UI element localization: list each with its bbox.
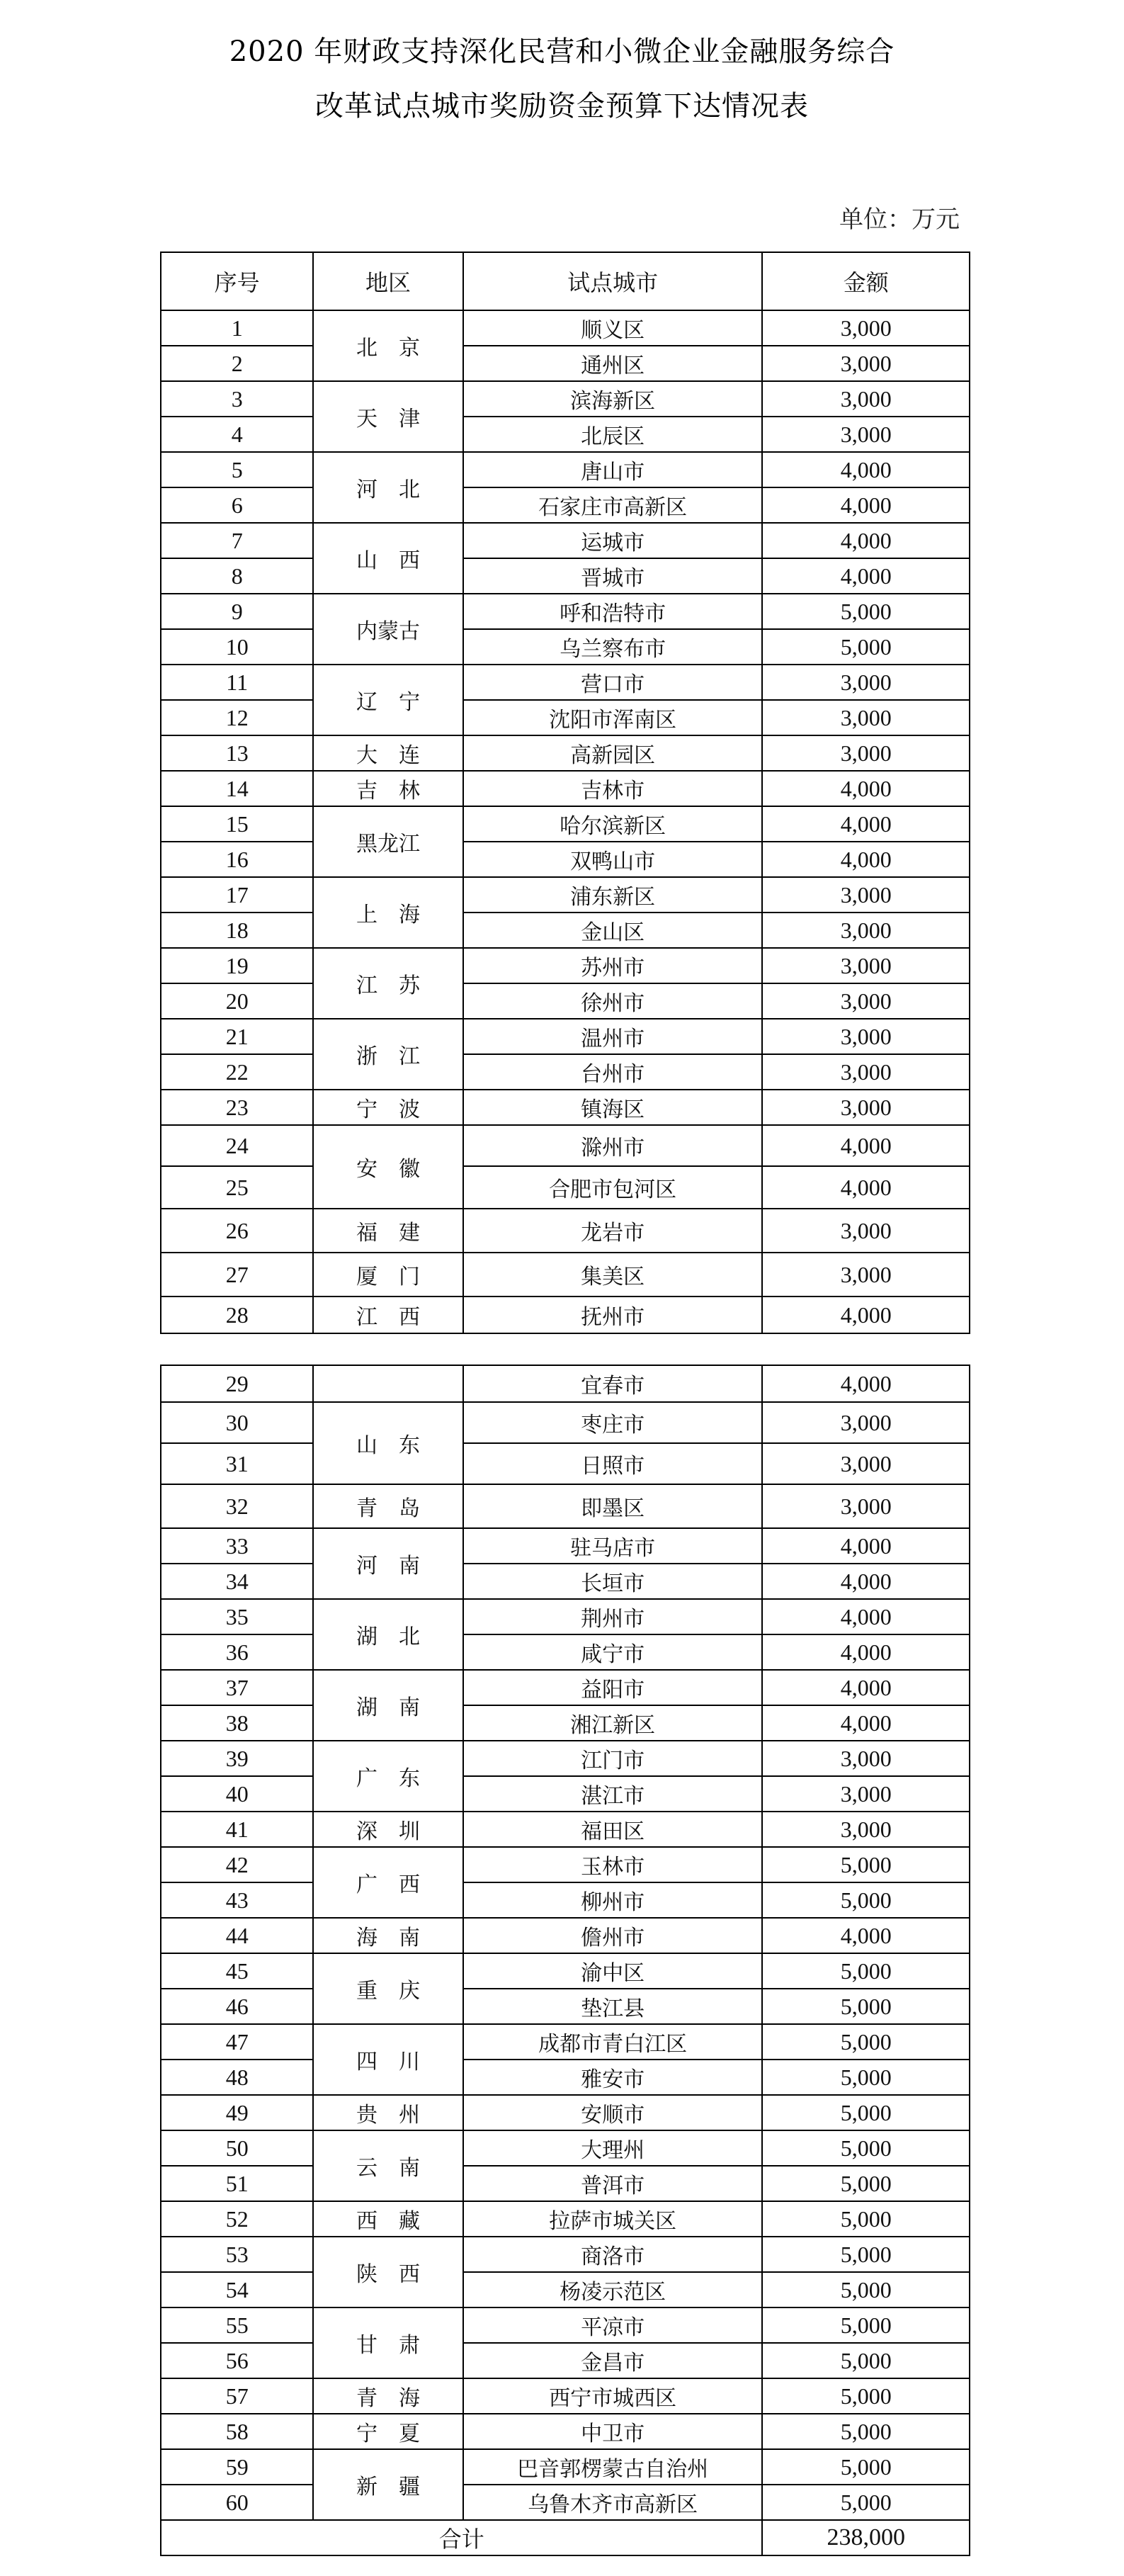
table-row — [161, 1297, 970, 1333]
serial-number-cell: 31 — [161, 1443, 313, 1484]
region-cell: 陕 西 — [313, 2237, 462, 2307]
table-row — [161, 665, 970, 700]
table-row — [161, 1953, 970, 1989]
amount-cell: 3,000 — [762, 1090, 970, 1125]
table-row — [161, 842, 970, 877]
table-row — [161, 1705, 970, 1741]
serial-number-cell: 58 — [161, 2414, 313, 2449]
pilot-city-cell: 枣庄市 — [463, 1402, 763, 1443]
serial-number-cell: 43 — [161, 1882, 313, 1918]
region-cell: 大 连 — [313, 735, 462, 771]
amount-cell: 4,000 — [762, 1670, 970, 1705]
amount-cell: 4,000 — [762, 558, 970, 594]
region-cell: 深 圳 — [313, 1812, 462, 1847]
amount-cell: 5,000 — [762, 2414, 970, 2449]
region-cell: 江 西 — [313, 1297, 462, 1333]
pilot-city-cell: 抚州市 — [463, 1297, 763, 1333]
serial-number-cell: 22 — [161, 1054, 313, 1090]
pilot-city-cell: 乌鲁木齐市高新区 — [463, 2485, 763, 2520]
region-cell: 重 庆 — [313, 1953, 462, 2024]
amount-cell: 5,000 — [762, 2060, 970, 2095]
table-row — [161, 1125, 970, 1166]
amount-cell: 4,000 — [762, 1599, 970, 1634]
pilot-city-cell: 浦东新区 — [463, 877, 763, 913]
serial-number-cell: 37 — [161, 1670, 313, 1705]
region-cell: 厦 门 — [313, 1253, 462, 1297]
amount-cell: 4,000 — [762, 842, 970, 877]
amount-cell: 4,000 — [762, 1918, 970, 1953]
table-row — [161, 1166, 970, 1209]
table-row — [161, 1209, 970, 1253]
pilot-city-cell: 垫江县 — [463, 1989, 763, 2024]
table-row — [161, 1402, 970, 1443]
pilot-city-cell: 驻马店市 — [463, 1528, 763, 1564]
unit-label: 单位：万元 — [839, 205, 960, 234]
region-cell: 黑龙江 — [313, 806, 462, 877]
table-row — [161, 558, 970, 594]
pilot-city-cell: 滨海新区 — [463, 381, 763, 417]
document-title-line-1: 2020 年财政支持深化民营和小微企业金融服务综合 — [229, 35, 895, 68]
serial-number-cell: 50 — [161, 2130, 313, 2166]
region-cell: 海 南 — [313, 1918, 462, 1953]
table-row — [161, 346, 970, 381]
header-serial-number: 序号 — [161, 252, 313, 310]
table-row — [161, 1564, 970, 1599]
amount-cell: 3,000 — [762, 735, 970, 771]
serial-number-cell: 55 — [161, 2307, 313, 2343]
pilot-city-cell: 双鸭山市 — [463, 842, 763, 877]
serial-number-cell: 6 — [161, 487, 313, 523]
amount-cell: 4,000 — [762, 1705, 970, 1741]
table-row — [161, 1599, 970, 1634]
table-row — [161, 381, 970, 417]
pilot-city-cell: 龙岩市 — [463, 1209, 763, 1253]
amount-cell: 5,000 — [762, 2485, 970, 2520]
serial-number-cell: 3 — [161, 381, 313, 417]
pilot-city-cell: 徐州市 — [463, 983, 763, 1019]
amount-cell: 3,000 — [762, 1402, 970, 1443]
amount-cell: 3,000 — [762, 983, 970, 1019]
pilot-city-cell: 雅安市 — [463, 2060, 763, 2095]
table-row — [161, 1812, 970, 1847]
pilot-city-cell: 石家庄市高新区 — [463, 487, 763, 523]
serial-number-cell: 7 — [161, 523, 313, 558]
table-row — [161, 594, 970, 629]
serial-number-cell: 12 — [161, 700, 313, 735]
table-row — [161, 452, 970, 487]
amount-cell: 3,000 — [762, 948, 970, 983]
amount-cell: 5,000 — [762, 2024, 970, 2060]
serial-number-cell: 33 — [161, 1528, 313, 1564]
pilot-city-cell: 苏州市 — [463, 948, 763, 983]
serial-number-cell: 2 — [161, 346, 313, 381]
serial-number-cell: 14 — [161, 771, 313, 806]
pilot-city-cell: 沈阳市浑南区 — [463, 700, 763, 735]
table-row — [161, 2343, 970, 2378]
serial-number-cell: 1 — [161, 310, 313, 346]
pilot-city-cell: 晋城市 — [463, 558, 763, 594]
table-row — [161, 948, 970, 983]
amount-cell: 4,000 — [762, 487, 970, 523]
serial-number-cell: 17 — [161, 877, 313, 913]
table-row — [161, 2237, 970, 2272]
pilot-city-cell: 杨凌示范区 — [463, 2272, 763, 2307]
pilot-city-cell: 通州区 — [463, 346, 763, 381]
serial-number-cell: 40 — [161, 1776, 313, 1812]
amount-cell: 4,000 — [762, 771, 970, 806]
serial-number-cell: 30 — [161, 1402, 313, 1443]
region-cell: 内蒙古 — [313, 594, 462, 665]
region-cell: 浙 江 — [313, 1019, 462, 1090]
serial-number-cell: 29 — [161, 1365, 313, 1402]
table-row — [161, 2378, 970, 2414]
region-cell: 西 藏 — [313, 2201, 462, 2237]
serial-number-cell: 8 — [161, 558, 313, 594]
table-row — [161, 2485, 970, 2520]
amount-cell: 3,000 — [762, 381, 970, 417]
serial-number-cell: 52 — [161, 2201, 313, 2237]
amount-cell: 5,000 — [762, 1847, 970, 1882]
serial-number-cell: 41 — [161, 1812, 313, 1847]
table-row — [161, 913, 970, 948]
region-cell: 江 苏 — [313, 948, 462, 1019]
pilot-city-cell: 金昌市 — [463, 2343, 763, 2378]
serial-number-cell: 32 — [161, 1484, 313, 1528]
table-row — [161, 2449, 970, 2485]
pilot-city-cell: 温州市 — [463, 1019, 763, 1054]
table-row — [161, 700, 970, 735]
pilot-city-cell: 福田区 — [463, 1812, 763, 1847]
table-row — [161, 2060, 970, 2095]
amount-cell: 3,000 — [762, 1812, 970, 1847]
pilot-city-cell: 商洛市 — [463, 2237, 763, 2272]
table-row — [161, 2130, 970, 2166]
amount-cell: 3,000 — [762, 700, 970, 735]
amount-cell: 3,000 — [762, 1019, 970, 1054]
amount-cell: 5,000 — [762, 2095, 970, 2130]
region-cell: 福 建 — [313, 1209, 462, 1253]
region-cell: 吉 林 — [313, 771, 462, 806]
pilot-city-cell: 儋州市 — [463, 1918, 763, 1953]
amount-cell: 4,000 — [762, 1634, 970, 1670]
serial-number-cell: 54 — [161, 2272, 313, 2307]
serial-number-cell: 21 — [161, 1019, 313, 1054]
pilot-city-cell: 北辰区 — [463, 417, 763, 452]
amount-cell: 3,000 — [762, 1776, 970, 1812]
table-row — [161, 877, 970, 913]
pilot-city-cell: 集美区 — [463, 1253, 763, 1297]
region-cell: 河 北 — [313, 452, 462, 523]
amount-cell: 5,000 — [762, 2378, 970, 2414]
pilot-city-cell: 巴音郭楞蒙古自治州 — [463, 2449, 763, 2485]
region-cell: 宁 夏 — [313, 2414, 462, 2449]
pilot-city-cell: 湘江新区 — [463, 1705, 763, 1741]
pilot-city-cell: 吉林市 — [463, 771, 763, 806]
document-title-line-2: 改革试点城市奖励资金预算下达情况表 — [315, 90, 809, 123]
pilot-city-cell: 平凉市 — [463, 2307, 763, 2343]
pilot-city-cell: 台州市 — [463, 1054, 763, 1090]
amount-cell: 4,000 — [762, 1297, 970, 1333]
amount-cell: 3,000 — [762, 310, 970, 346]
amount-cell: 3,000 — [762, 913, 970, 948]
table-row — [161, 2166, 970, 2201]
region-cell: 山 东 — [313, 1402, 462, 1484]
serial-number-cell: 48 — [161, 2060, 313, 2095]
region-cell: 山 西 — [313, 523, 462, 594]
pilot-city-cell: 荆州市 — [463, 1599, 763, 1634]
serial-number-cell: 27 — [161, 1253, 313, 1297]
pilot-city-cell: 渝中区 — [463, 1953, 763, 1989]
pilot-city-cell: 宜春市 — [463, 1365, 763, 1402]
region-cell: 青 海 — [313, 2378, 462, 2414]
table-row — [161, 771, 970, 806]
serial-number-cell: 13 — [161, 735, 313, 771]
table-row — [161, 2414, 970, 2449]
serial-number-cell: 4 — [161, 417, 313, 452]
table-row — [161, 1634, 970, 1670]
table-row — [161, 310, 970, 346]
pilot-city-cell: 江门市 — [463, 1741, 763, 1776]
pilot-city-cell: 呼和浩特市 — [463, 594, 763, 629]
region-cell: 新 疆 — [313, 2449, 462, 2520]
table-row — [161, 1918, 970, 1953]
pilot-city-cell: 滁州市 — [463, 1125, 763, 1166]
region-cell — [313, 1365, 462, 1402]
serial-number-cell: 10 — [161, 629, 313, 665]
table-row — [161, 1847, 970, 1882]
pilot-city-cell: 长垣市 — [463, 1564, 763, 1599]
pilot-city-cell: 拉萨市城关区 — [463, 2201, 763, 2237]
table-row — [161, 417, 970, 452]
amount-cell: 4,000 — [762, 1564, 970, 1599]
serial-number-cell: 36 — [161, 1634, 313, 1670]
amount-cell: 4,000 — [762, 806, 970, 842]
table-row — [161, 523, 970, 558]
pilot-city-cell: 镇海区 — [463, 1090, 763, 1125]
serial-number-cell: 49 — [161, 2095, 313, 2130]
serial-number-cell: 26 — [161, 1209, 313, 1253]
table-row — [161, 806, 970, 842]
allocation-table-part-1 — [160, 252, 970, 1334]
serial-number-cell: 46 — [161, 1989, 313, 2024]
amount-cell: 4,000 — [762, 1365, 970, 1402]
serial-number-cell: 11 — [161, 665, 313, 700]
pilot-city-cell: 柳州市 — [463, 1882, 763, 1918]
serial-number-cell: 42 — [161, 1847, 313, 1882]
table-row — [161, 1484, 970, 1528]
region-cell: 广 东 — [313, 1741, 462, 1812]
amount-cell: 5,000 — [762, 2237, 970, 2272]
serial-number-cell: 51 — [161, 2166, 313, 2201]
serial-number-cell: 23 — [161, 1090, 313, 1125]
serial-number-cell: 60 — [161, 2485, 313, 2520]
serial-number-cell: 44 — [161, 1918, 313, 1953]
serial-number-cell: 34 — [161, 1564, 313, 1599]
amount-cell: 3,000 — [762, 1741, 970, 1776]
serial-number-cell: 53 — [161, 2237, 313, 2272]
amount-cell: 5,000 — [762, 2130, 970, 2166]
pilot-city-cell: 安顺市 — [463, 2095, 763, 2130]
amount-cell: 5,000 — [762, 2343, 970, 2378]
region-cell: 湖 北 — [313, 1599, 462, 1670]
amount-cell: 3,000 — [762, 1253, 970, 1297]
pilot-city-cell: 日照市 — [463, 1443, 763, 1484]
amount-cell: 5,000 — [762, 2201, 970, 2237]
table-row — [161, 1670, 970, 1705]
amount-cell: 3,000 — [762, 417, 970, 452]
amount-cell: 3,000 — [762, 877, 970, 913]
pilot-city-cell: 运城市 — [463, 523, 763, 558]
serial-number-cell: 18 — [161, 913, 313, 948]
serial-number-cell: 45 — [161, 1953, 313, 1989]
serial-number-cell: 24 — [161, 1125, 313, 1166]
amount-cell: 5,000 — [762, 1953, 970, 1989]
table-row — [161, 2307, 970, 2343]
serial-number-cell: 56 — [161, 2343, 313, 2378]
pilot-city-cell: 即墨区 — [463, 1484, 763, 1528]
total-value: 238,000 — [762, 2520, 970, 2555]
amount-cell: 4,000 — [762, 1166, 970, 1209]
amount-cell: 5,000 — [762, 2166, 970, 2201]
table-row — [161, 1989, 970, 2024]
pilot-city-cell: 唐山市 — [463, 452, 763, 487]
region-cell: 辽 宁 — [313, 665, 462, 735]
amount-cell: 4,000 — [762, 1528, 970, 1564]
total-label: 合计 — [161, 2520, 762, 2555]
serial-number-cell: 59 — [161, 2449, 313, 2485]
pilot-city-cell: 合肥市包河区 — [463, 1166, 763, 1209]
table-row — [161, 1741, 970, 1776]
amount-cell: 5,000 — [762, 2449, 970, 2485]
table-row — [161, 1776, 970, 1812]
table-row — [161, 2201, 970, 2237]
table-row — [161, 1090, 970, 1125]
amount-cell: 5,000 — [762, 629, 970, 665]
amount-cell: 3,000 — [762, 346, 970, 381]
amount-cell: 3,000 — [762, 1209, 970, 1253]
serial-number-cell: 47 — [161, 2024, 313, 2060]
pilot-city-cell: 益阳市 — [463, 1670, 763, 1705]
serial-number-cell: 5 — [161, 452, 313, 487]
region-cell: 贵 州 — [313, 2095, 462, 2130]
pilot-city-cell: 大理州 — [463, 2130, 763, 2166]
header-amount: 金额 — [762, 252, 970, 310]
serial-number-cell: 19 — [161, 948, 313, 983]
amount-cell: 4,000 — [762, 523, 970, 558]
serial-number-cell: 25 — [161, 1166, 313, 1209]
serial-number-cell: 9 — [161, 594, 313, 629]
amount-cell: 4,000 — [762, 1125, 970, 1166]
serial-number-cell: 16 — [161, 842, 313, 877]
amount-cell: 3,000 — [762, 1054, 970, 1090]
region-cell: 宁 波 — [313, 1090, 462, 1125]
pilot-city-cell: 湛江市 — [463, 1776, 763, 1812]
amount-cell: 3,000 — [762, 665, 970, 700]
serial-number-cell: 39 — [161, 1741, 313, 1776]
region-cell: 甘 肃 — [313, 2307, 462, 2378]
amount-cell: 5,000 — [762, 594, 970, 629]
table-row — [161, 735, 970, 771]
table-row — [161, 2272, 970, 2307]
table-row — [161, 1443, 970, 1484]
serial-number-cell: 35 — [161, 1599, 313, 1634]
table-row — [161, 1528, 970, 1564]
total-row — [161, 2520, 970, 2555]
region-cell: 四 川 — [313, 2024, 462, 2095]
pilot-city-cell: 西宁市城西区 — [463, 2378, 763, 2414]
pilot-city-cell: 顺义区 — [463, 310, 763, 346]
region-cell: 北 京 — [313, 310, 462, 381]
region-cell: 安 徽 — [313, 1125, 462, 1209]
region-cell: 青 岛 — [313, 1484, 462, 1528]
region-cell: 广 西 — [313, 1847, 462, 1918]
amount-cell: 5,000 — [762, 1882, 970, 1918]
amount-cell: 5,000 — [762, 2272, 970, 2307]
amount-cell: 3,000 — [762, 1484, 970, 1528]
pilot-city-cell: 高新园区 — [463, 735, 763, 771]
table-row — [161, 2024, 970, 2060]
pilot-city-cell: 营口市 — [463, 665, 763, 700]
region-cell: 上 海 — [313, 877, 462, 948]
region-cell: 河 南 — [313, 1528, 462, 1599]
table-row — [161, 983, 970, 1019]
serial-number-cell: 38 — [161, 1705, 313, 1741]
pilot-city-cell: 乌兰察布市 — [463, 629, 763, 665]
table-row — [161, 629, 970, 665]
serial-number-cell: 15 — [161, 806, 313, 842]
table-row — [161, 1253, 970, 1297]
pilot-city-cell: 玉林市 — [463, 1847, 763, 1882]
header-pilot-city: 试点城市 — [463, 252, 763, 310]
pilot-city-cell: 中卫市 — [463, 2414, 763, 2449]
region-cell: 天 津 — [313, 381, 462, 452]
pilot-city-cell: 哈尔滨新区 — [463, 806, 763, 842]
table-row — [161, 1365, 970, 1402]
amount-cell: 3,000 — [762, 1443, 970, 1484]
region-cell: 湖 南 — [313, 1670, 462, 1741]
amount-cell: 4,000 — [762, 452, 970, 487]
serial-number-cell: 20 — [161, 983, 313, 1019]
pilot-city-cell: 普洱市 — [463, 2166, 763, 2201]
table-row — [161, 1882, 970, 1918]
serial-number-cell: 57 — [161, 2378, 313, 2414]
pilot-city-cell: 咸宁市 — [463, 1634, 763, 1670]
pilot-city-cell: 成都市青白江区 — [463, 2024, 763, 2060]
table-row — [161, 487, 970, 523]
table-row — [161, 2095, 970, 2130]
amount-cell: 5,000 — [762, 1989, 970, 2024]
allocation-table-part-2 — [160, 1365, 970, 2556]
pilot-city-cell: 金山区 — [463, 913, 763, 948]
table-row — [161, 1054, 970, 1090]
amount-cell: 5,000 — [762, 2307, 970, 2343]
region-cell: 云 南 — [313, 2130, 462, 2201]
table-row — [161, 1019, 970, 1054]
table-header-row — [161, 252, 970, 310]
serial-number-cell: 28 — [161, 1297, 313, 1333]
header-region: 地区 — [313, 252, 462, 310]
